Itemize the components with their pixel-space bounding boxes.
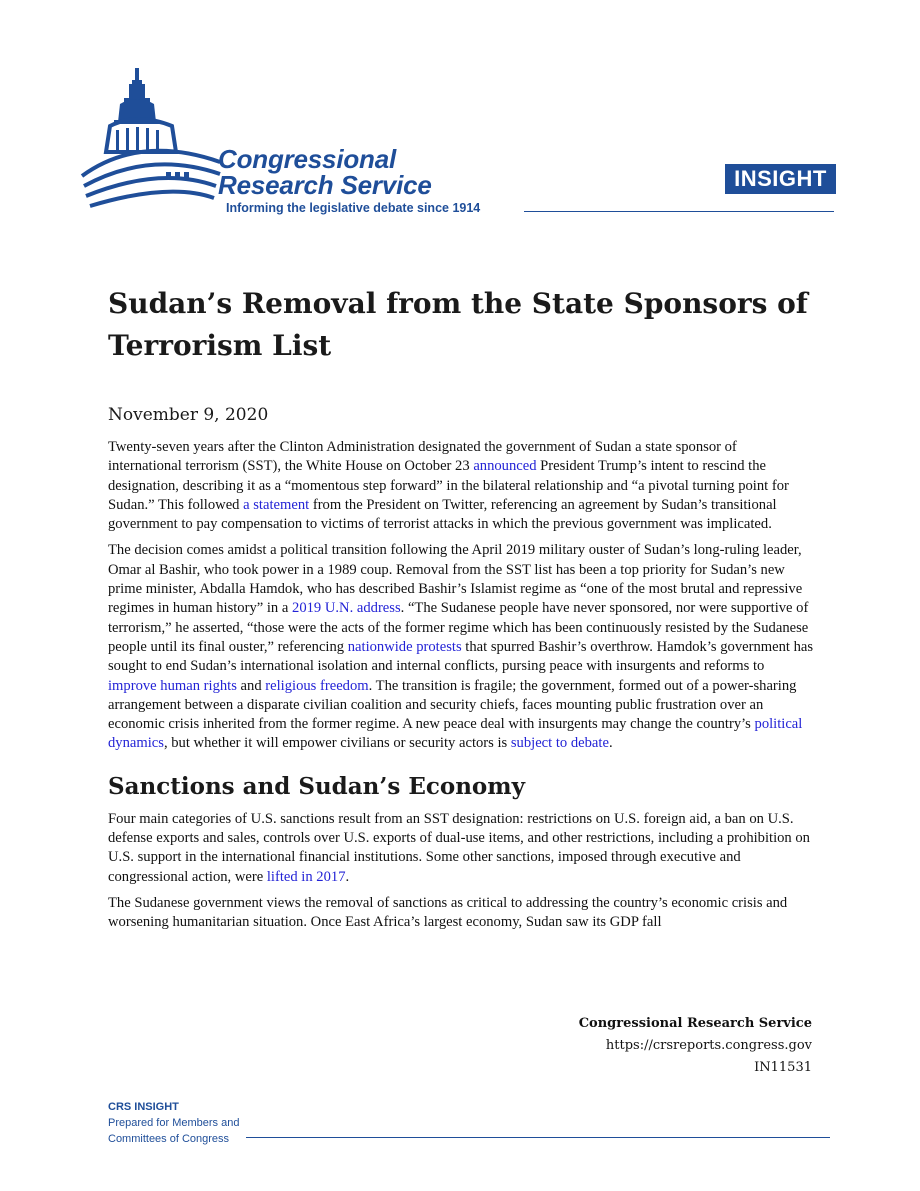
text-span: . xyxy=(608,735,613,752)
paragraph-1 xyxy=(108,438,814,534)
link-nationwide-protests[interactable]: nationwide protests xyxy=(347,638,462,655)
report-id: IN11531 xyxy=(754,1060,812,1075)
paragraph-4 xyxy=(108,894,814,933)
footer-info xyxy=(579,1013,812,1079)
text-span: The decision comes amidst a political transition following the April 2019 military ouster of Sudan’s long-ruling leader, Omar al Bashir, who took power in a 1989 coup. Removal from the SST list has been a top priority for Sudan’s new prime minister, Abdalla Hamdok, who has described Bashir’s Islamist regime as “one of the most brutal and repressive regimes in human history” in a xyxy=(108,542,803,617)
section-heading: Sanctions and Sudan’s Economy xyxy=(108,772,525,800)
text-span: . The transition is fragile; the government, formed out of a power-sharing arrangement between a disparate civilian coalition and security chiefs, faces mounting public frustration over an economic crisis inherited from the former regime. A new peace deal with insurgents may change the country’s xyxy=(108,677,797,733)
link-political-dynamics[interactable]: political dynamics xyxy=(108,716,803,752)
article-body xyxy=(108,438,814,940)
crs-tagline: Informing the legislative debate since 1914 xyxy=(226,201,481,215)
footer-crs-insight: CRS INSIGHT xyxy=(108,1101,179,1113)
text-span: . “The Sudanese people have never sponsored, nor were supportive of terrorism,” he asserted, “those were the acts of the former regime which has been continuously resisted by the Sudanese people until its final ouster,” referencing xyxy=(108,600,809,655)
link-announced[interactable]: announced xyxy=(473,458,537,475)
text-span: , but whether it will empower civilians or security actors is xyxy=(163,735,511,752)
paragraph-3 xyxy=(108,810,814,887)
link-a-statement[interactable]: a statement xyxy=(243,496,310,513)
text-span: Four main categories of U.S. sanctions result from an SST designation: restrictions on U.S. foreign aid, a ban on U.S. defense exports and sales, controls over U.S. exports of dual-use items, and other restrictions, including a prohibition on U.S. support in the international financial institutions. Some other sanctions, imposed through executive and congressional action, were xyxy=(108,810,810,885)
footer-org: Congressional Research Service xyxy=(578,1016,812,1031)
org-name-line2: Research Service xyxy=(218,170,432,200)
page-title: Sudan’s Removal from the State Sponsors of Terrorism List xyxy=(108,287,808,362)
footer-rule xyxy=(246,1137,830,1138)
link-religious-freedom[interactable]: religious freedom xyxy=(265,677,369,694)
crs-insight-footer xyxy=(108,1099,239,1147)
text-span: and xyxy=(236,677,266,694)
header-rule xyxy=(524,211,834,212)
link-improve-human-rights[interactable]: improve human rights xyxy=(108,677,237,694)
text-span: Twenty-seven years after the Clinton Administration designated the government of Sudan a state sponsor of international terrorism (SST), the White House on October 23 xyxy=(108,439,737,475)
footer-committees: Committees of Congress xyxy=(108,1133,230,1145)
paragraph-2 xyxy=(108,541,814,753)
text-span: The Sudanese government views the removal of sanctions as critical to addressing the country’s economic crisis and worsening humanitarian situation. Once East Africa’s largest economy, Sudan saw its GDP fall xyxy=(108,894,788,931)
org-name-line1: Congressional xyxy=(218,144,396,174)
footer-prepared-for: Prepared for Members and xyxy=(108,1117,240,1129)
insight-badge: INSIGHT xyxy=(725,164,836,194)
text-span: . xyxy=(345,868,350,885)
link-un-address[interactable]: 2019 U.N. address xyxy=(292,600,401,617)
text-span: from the President on Twitter, referencing an agreement by Sudan’s transitional government to pay compensation to victims of terrorist attacks in which the previous government was implicated. xyxy=(108,496,777,533)
crs-wordmark xyxy=(218,146,432,198)
footer-url[interactable]: https://crsreports.congress.gov xyxy=(605,1038,812,1053)
text-span: that spurred Bashir’s overthrow. Hamdok’s government has sought to end Sudan’s international isolation and internal conflicts, pursing peace with insurgents and reforms to xyxy=(108,638,814,675)
link-subject-to-debate[interactable]: subject to debate xyxy=(510,735,609,752)
link-lifted-in-2017[interactable]: lifted in 2017 xyxy=(266,868,346,885)
publication-date: November 9, 2020 xyxy=(108,405,269,425)
text-span: President Trump’s intent to rescind the designation, describing it as a “momentous step forward” in the bilateral relationship and “a pivotal turning point for Sudan.” This followed xyxy=(108,458,789,513)
